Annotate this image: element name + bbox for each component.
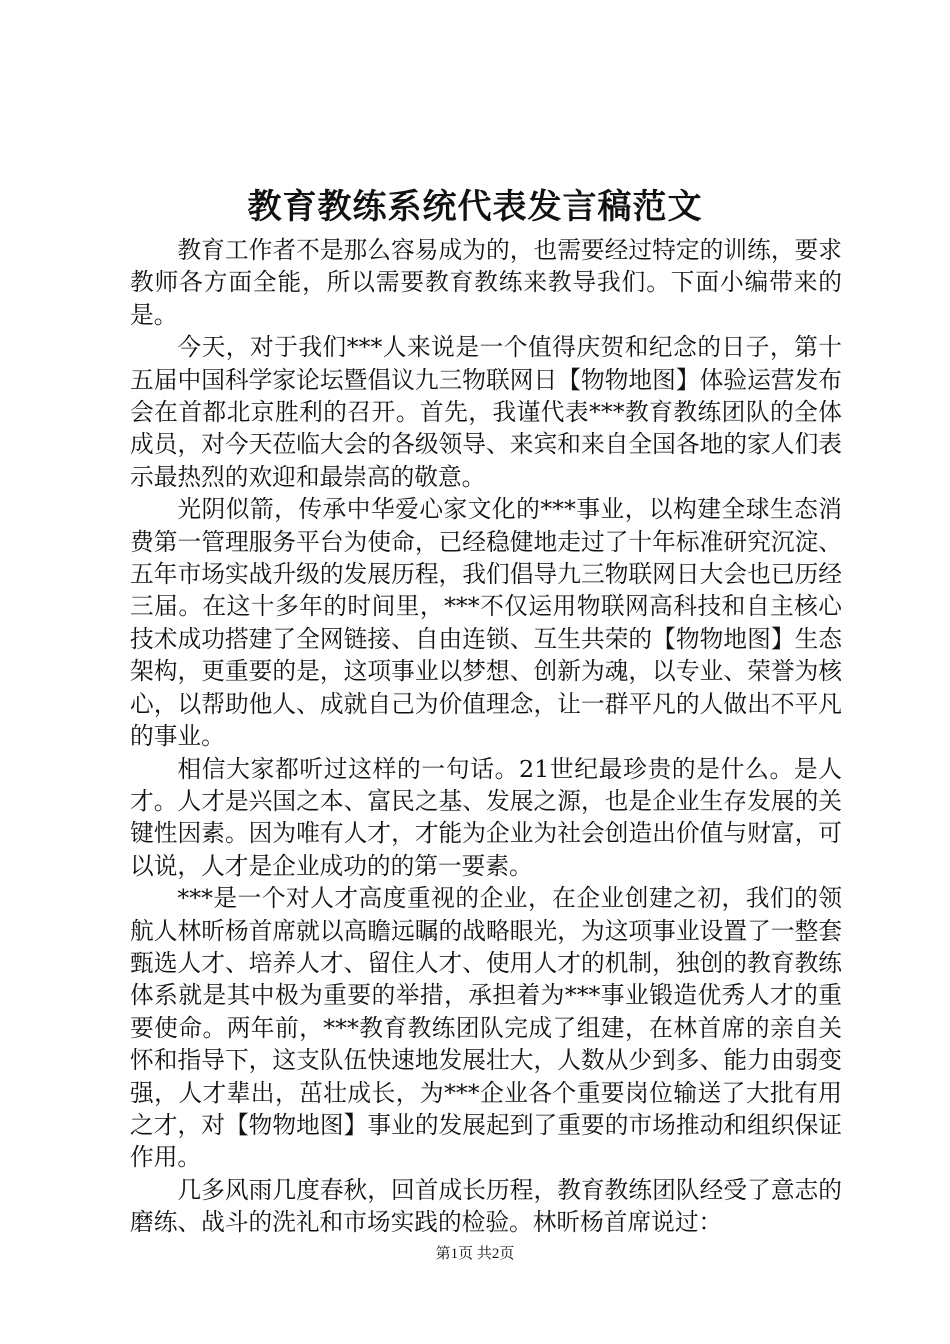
paragraph: 相信大家都听过这样的一句话。21世纪最珍贵的是什么。是人才。人才是兴国之本、富民之基、发展之源，也是企业生存发展的关键性因素。因为唯有人才，才能为企业为社会创造出价值与财富，可以说，人才是企业成功的的第一要素。 [130,754,842,880]
page-footer: 第1页 共2页 [435,1246,515,1262]
paragraph: 几多风雨几度春秋，回首成长历程，教育教练团队经受了意志的磨练、战斗的洗礼和市场实践的检验。林昕杨首席说过： [130,1175,842,1237]
paragraph: ***是一个对人才高度重视的企业，在企业创建之初，我们的领航人林昕杨首席就以高瞻远瞩的战略眼光，为这项事业设置了一整套甄选人才、培养人才、留住人才、使用人才的机制，独创的教育教练体系就是其中极为重要的举措，承担着为***事业锻造优秀人才的重要使命。两年前，***教育教练团队完成了组建，在林首席的亲自关怀和指导下，这支队伍快速地发展壮大，人数从少到多、能力由弱变强，人才辈出，茁壮成长，为***企业各个重要岗位输送了大批有用之才，对【物物地图】事业的发展起到了重要的市场推动和组织保证作用。 [130,884,842,1172]
document-body [130,234,842,1239]
paragraph: 今天，对于我们***人来说是一个值得庆贺和纪念的日子，第十五届中国科学家论坛暨倡议九三物联网日【物物地图】体验运营发布会在首都北京胜利的召开。首先，我谨代表***教育教练团队的全体成员，对今天莅临大会的各级领导、来宾和来自全国各地的家人们表示最热烈的欢迎和最崇高的敬意。 [130,333,842,491]
document-title: 教育教练系统代表发言稿范文 [247,187,703,227]
paragraph: 光阴似箭，传承中华爱心家文化的***事业，以构建全球生态消费第一管理服务平台为使命，已经稳健地走过了十年标准研究沉淀、五年市场实战升级的发展历程，我们倡导九三物联网日大会也已历经三届。在这十多年的时间里，***不仅运用物联网高科技和自主核心技术成功搭建了全网链接、自由连锁、互生共荣的【物物地图】生态架构，更重要的是，这项事业以梦想、创新为魂，以专业、荣誉为核心，以帮助他人、成就自己为价值理念，让一群平凡的人做出不平凡的事业。 [130,495,842,751]
paragraph: 教育工作者不是那么容易成为的，也需要经过特定的训练，要求教师各方面全能，所以需要教育教练来教导我们。下面小编带来的是。 [130,236,842,329]
